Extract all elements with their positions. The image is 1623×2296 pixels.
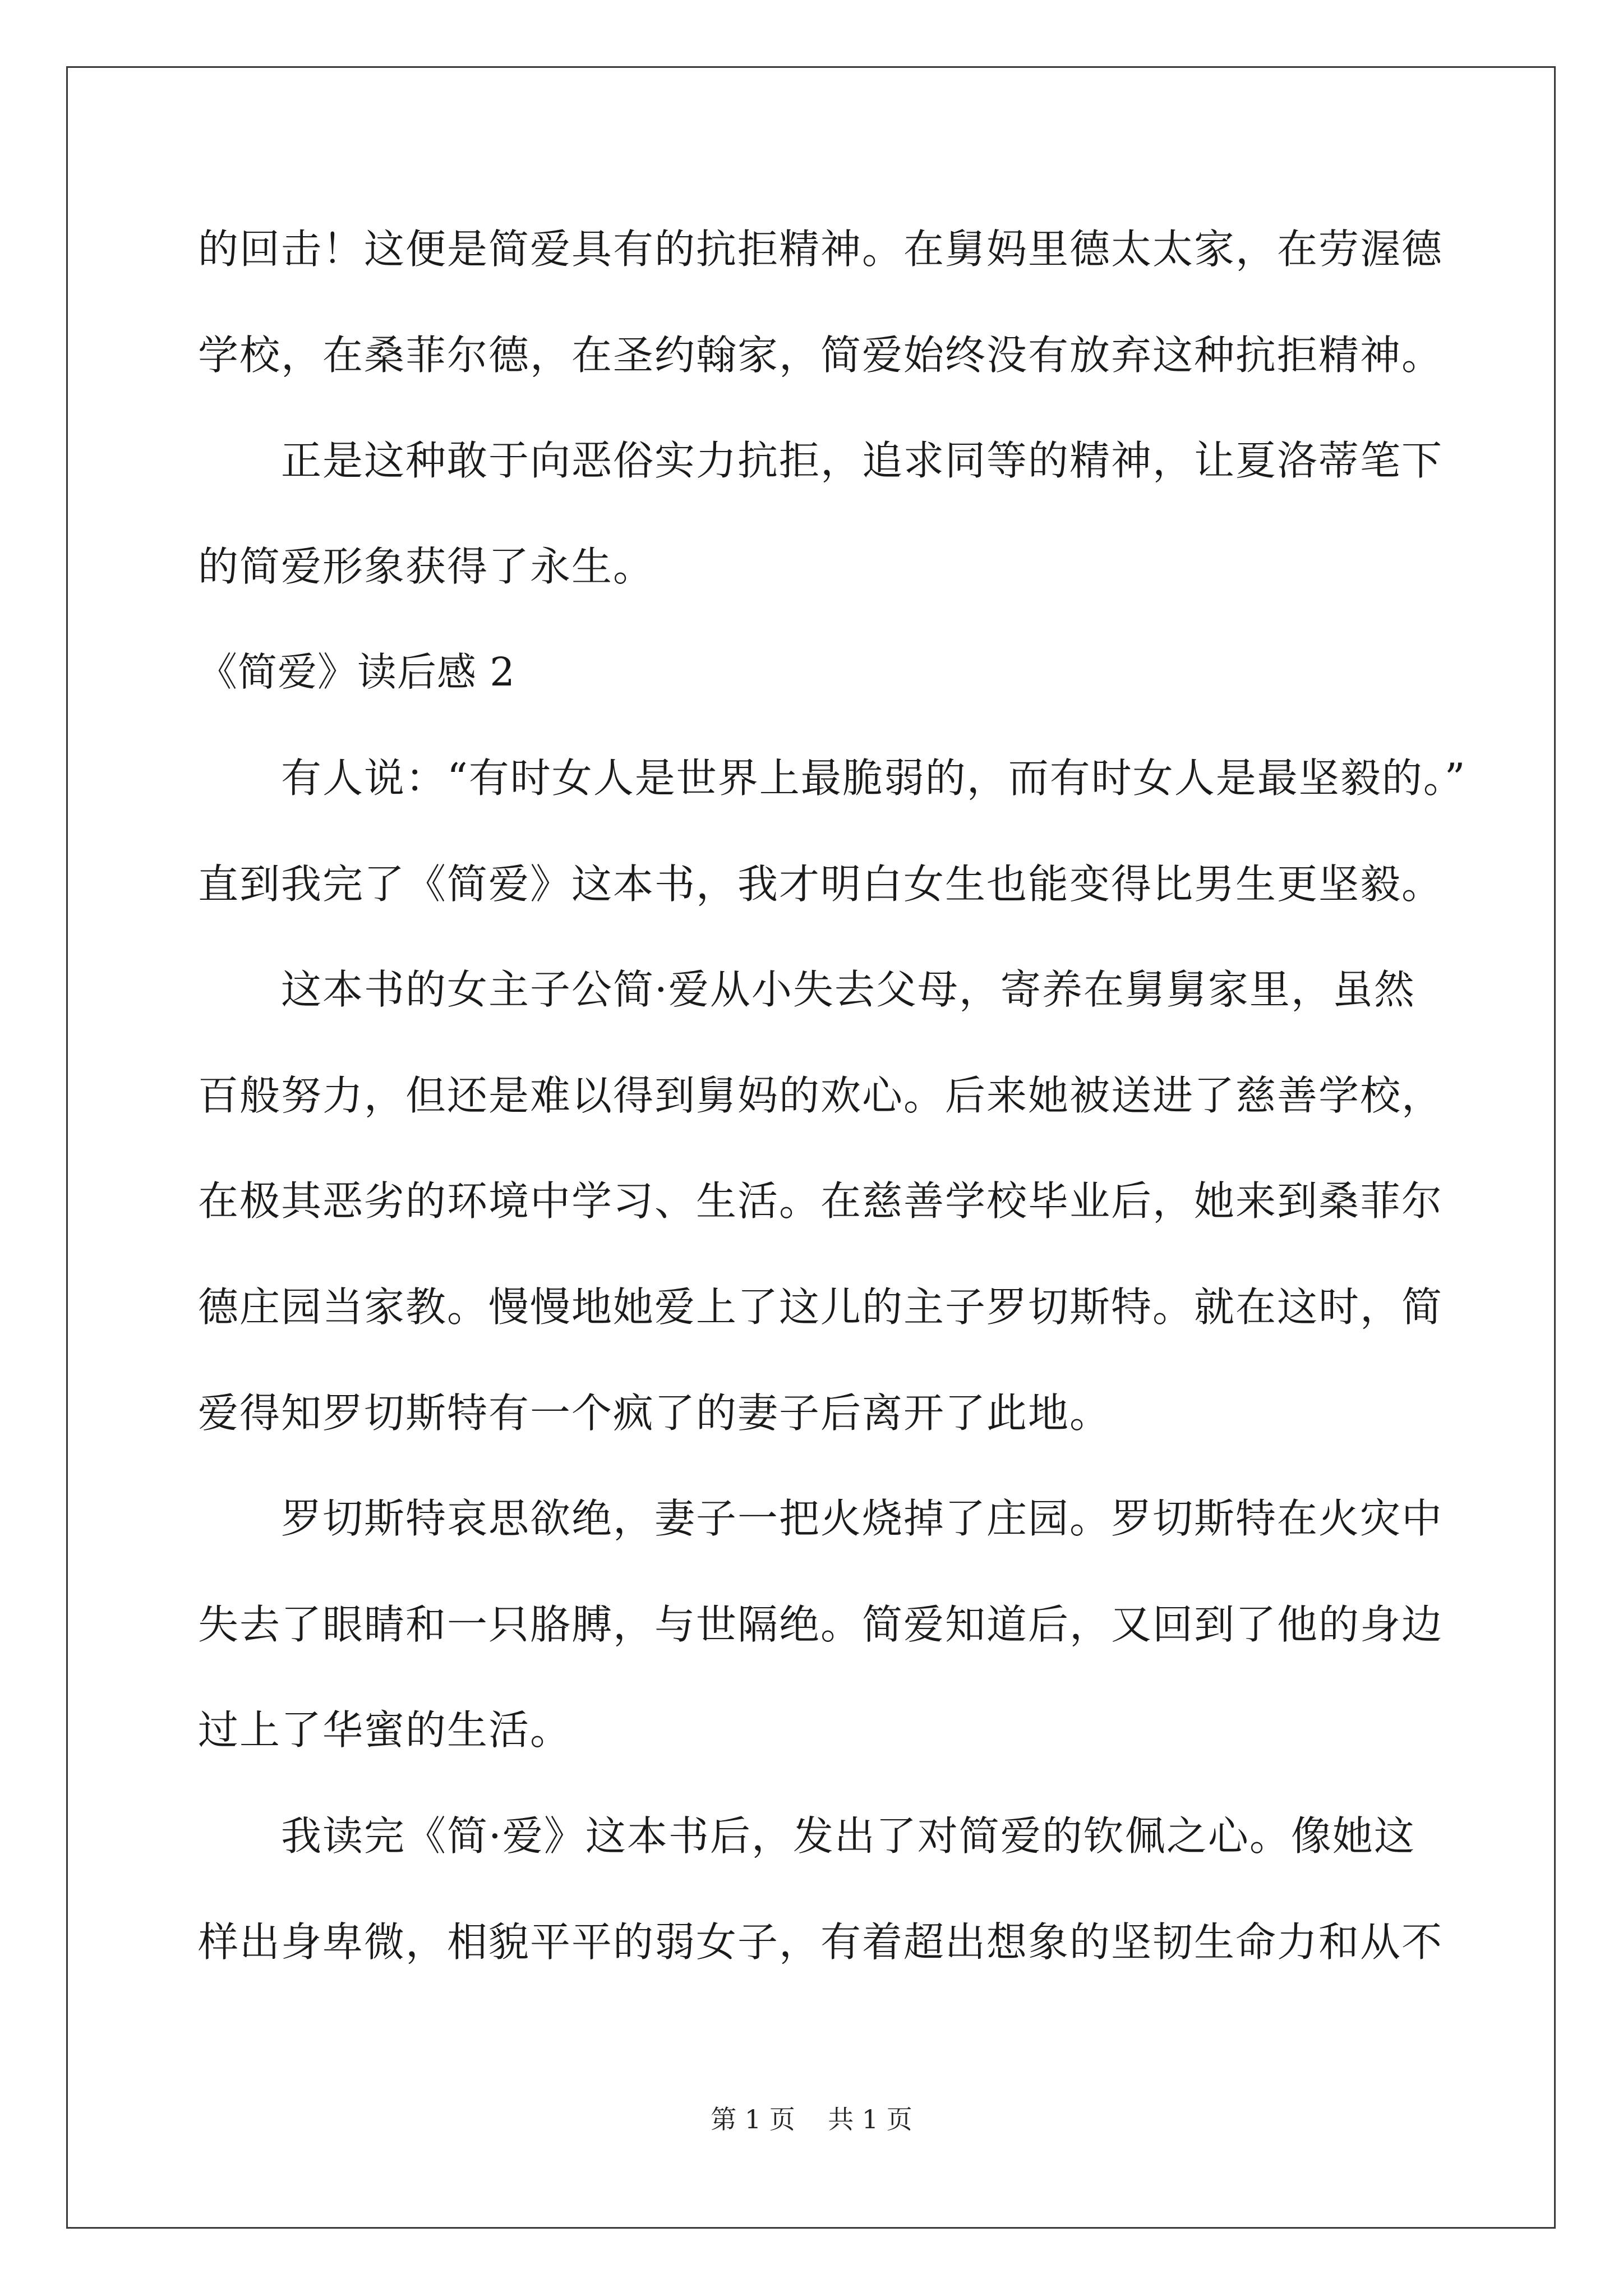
paragraph-start-line: 正是这种敢于向恶俗实力抗拒，追求同等的精神，让夏洛蒂笔下: [281, 437, 1444, 485]
text-line: 德庄园当家教。慢慢地她爱上了这儿的主子罗切斯特。就在这时，简: [198, 1283, 1444, 1331]
text-line: 百般努力，但还是难以得到舅妈的欢心。后来她被送进了慈善学校，: [198, 1071, 1444, 1119]
page-total: 共 1 页: [828, 2104, 912, 2134]
text-line: 的回击！这便是简爱具有的抗拒精神。在舅妈里德太太家，在劳渥德: [198, 226, 1444, 273]
text-line: 失去了眼睛和一只胳膊，与世隔绝。简爱知道后，又回到了他的身边: [198, 1600, 1444, 1648]
paragraph-start-line: 罗切斯特哀思欲绝，妻子一把火烧掉了庄园。罗切斯特在火灾中: [281, 1495, 1444, 1543]
text-line: 直到我完了《简爱》这本书，我才明白女生也能变得比男生更坚毅。: [198, 860, 1444, 908]
text-line: 在极其恶劣的环境中学习、生活。在慈善学校毕业后，她来到桑菲尔: [198, 1177, 1444, 1225]
footer-gap: [795, 2104, 828, 2134]
page-footer: [0, 2102, 1623, 2136]
text-line: 的简爱形象获得了永生。: [198, 542, 655, 590]
page-number: 第 1 页: [711, 2104, 795, 2134]
text-line: 爱得知罗切斯特有一个疯了的妻子后离开了此地。: [198, 1389, 1112, 1437]
paragraph-start-line: 有人说：“有时女人是世界上最脆弱的，而有时女人是最坚毅的。”: [281, 754, 1467, 802]
text-line: 样出身卑微，相貌平平的弱女子，有着超出想象的坚韧生命力和从不: [198, 1918, 1444, 1966]
text-line: 过上了华蜜的生活。: [198, 1706, 572, 1754]
section-heading: 《简爱》读后感 2: [198, 649, 515, 696]
paragraph-start-line: 这本书的女主子公简·爱从小失去父母，寄养在舅舅家里，虽然: [281, 966, 1415, 1014]
paragraph-start-line: 我读完《简·爱》这本书后，发出了对简爱的钦佩之心。像她这: [281, 1812, 1415, 1860]
text-line: 学校，在桑菲尔德，在圣约翰家，简爱始终没有放弃这种抗拒精神。: [198, 331, 1444, 379]
document-body: [198, 204, 1467, 2003]
